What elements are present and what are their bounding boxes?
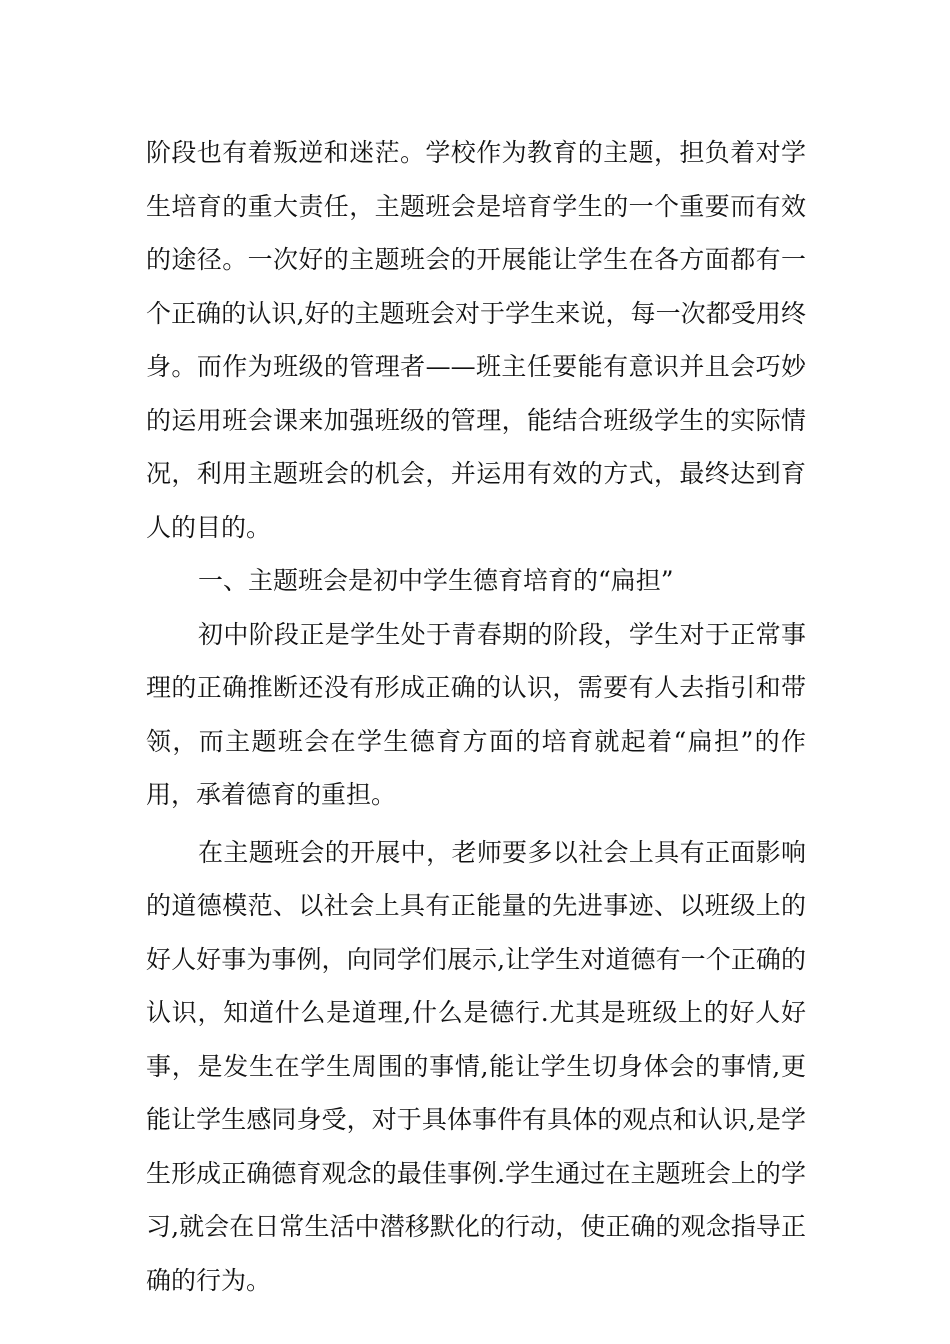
section-heading-1: 一、主题班会是初中学生德育培育的“扁担”: [198, 566, 674, 595]
document-body: [146, 126, 806, 1307]
paragraph-continued-intro: 阶段也有着叛逆和迷茫。学校作为教育的主题，担负着对学生培育的重大责任，主题班会是培育学生的一个重要而有效的途径。一次好的主题班会的开展能让学生在各方面都有一个正确的认识,好的主题班会对于学生来说，每一次都受用终身。而作为班级的管理者——班主任要能有意识并且会巧妙的运用班会课来加强班级的管理，能结合班级学生的实际情况，利用主题班会的机会，并运用有效的方式，最终达到育人的目的。: [146, 138, 806, 542]
paragraph-adolescence: 初中阶段正是学生处于青春期的阶段，学生对于正常事理的正确推断还没有形成正确的认识，需要有人去指引和带领，而主题班会在学生德育方面的培育就起着“扁担”的作用，承着德育的重担。: [146, 619, 806, 809]
paragraph-moral-examples: 在主题班会的开展中，老师要多以社会上具有正面影响的道德模范、以社会上具有正能量的先进事迹、以班级上的好人好事为事例，向同学们展示,让学生对道德有一个正确的认识，知道什么是道理,什么是德行.尤其是班级上的好人好事，是发生在学生周围的事情,能让学生切身体会的事情,更能让学生感同身受，对于具体事件有具体的观点和认识,是学生形成正确德育观念的最佳事例.学生通过在主题班会上的学习,就会在日常生活中潜移默化的行动，使正确的观念指导正确的行为。: [146, 837, 806, 1295]
